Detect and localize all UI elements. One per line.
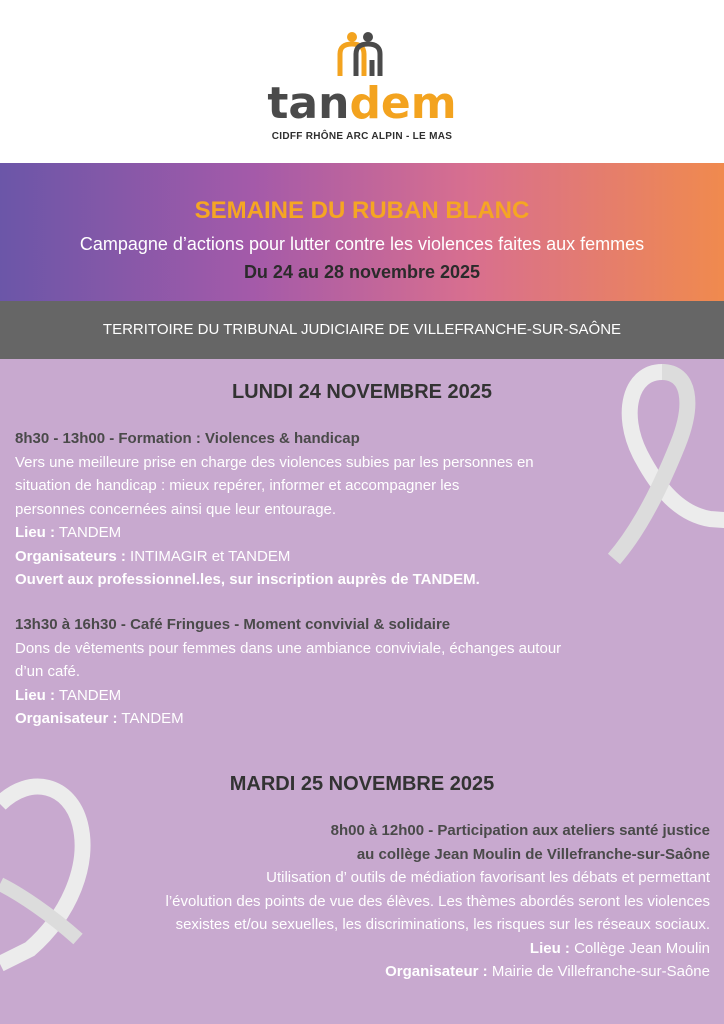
event-desc-line: Vers une meilleure prise en charge des violences subies par les personnes en	[15, 453, 534, 471]
territory-bar: TERRITOIRE DU TRIBUNAL JUDICIAIRE DE VILLEFRANCHE-SUR-SAÔNE	[0, 301, 724, 359]
event-heading: 8h30 - 13h00 - Formation : Violences & handicap	[15, 430, 360, 447]
event-ateliers-sante-justice	[60, 819, 710, 984]
banner-dates: Du 24 au 28 novembre 2025	[243, 262, 481, 282]
day-title-monday: LUNDI 24 NOVEMBRE 2025	[231, 381, 493, 403]
event-formation	[15, 427, 635, 592]
event-heading: 8h00 à 12h00 - Participation aux ateliers santé justice	[330, 822, 710, 839]
event-location: Lieu : TANDEM	[15, 686, 122, 704]
program-section	[0, 359, 724, 1024]
event-desc-line: l’évolution des points de vue des élèves. Les thèmes abordés seront les violences	[165, 892, 710, 910]
event-desc-line: personnes concernées ainsi que leur entourage.	[15, 500, 337, 518]
banner-title: SEMAINE DU RUBAN BLANC	[194, 197, 530, 224]
event-desc-line: sexistes et/ou sexuelles, les discriminations, les risques sur les réseaux sociaux.	[175, 916, 710, 933]
event-heading: 13h30 à 16h30 - Café Fringues - Moment convivial & solidaire	[15, 616, 451, 633]
event-note: Ouvert aux professionnel.les, sur inscription auprès de TANDEM.	[15, 571, 480, 588]
logo-subtitle: CIDFF RHÔNE ARC ALPIN - LE MAS	[271, 131, 453, 142]
event-heading: au collège Jean Moulin de Villefranche-sur-Saône	[356, 845, 710, 863]
event-desc-line: d’un café.	[15, 663, 81, 680]
event-location: Lieu : TANDEM	[15, 524, 122, 541]
event-cafe-fringues	[15, 613, 655, 731]
event-desc-line: Utilisation d’ outils de médiation favorisant les débats et permettant	[266, 869, 710, 886]
header	[0, 0, 724, 163]
banner-subtitle: Campagne d’actions pour lutter contre les violences faites aux femmes	[79, 234, 645, 254]
day-title-tuesday: MARDI 25 NOVEMBRE 2025	[229, 773, 495, 795]
event-organizer: Organisateur : Mairie de Villefranche-sur-Saône	[385, 963, 710, 980]
logo-wordmark: tandem	[267, 78, 457, 129]
event-location: Lieu : Collège Jean Moulin	[529, 939, 710, 957]
two-people-logo-icon	[336, 30, 386, 78]
event-desc-line: situation de handicap : mieux repérer, informer et accompagner les	[15, 477, 460, 494]
event-desc-line: Dons de vêtements pour femmes dans une ambiance conviviale, échanges autour	[15, 639, 562, 657]
event-organizer: Organisateurs : INTIMAGIR et TANDEM	[15, 547, 291, 565]
event-organizer: Organisateur : TANDEM	[15, 710, 184, 727]
